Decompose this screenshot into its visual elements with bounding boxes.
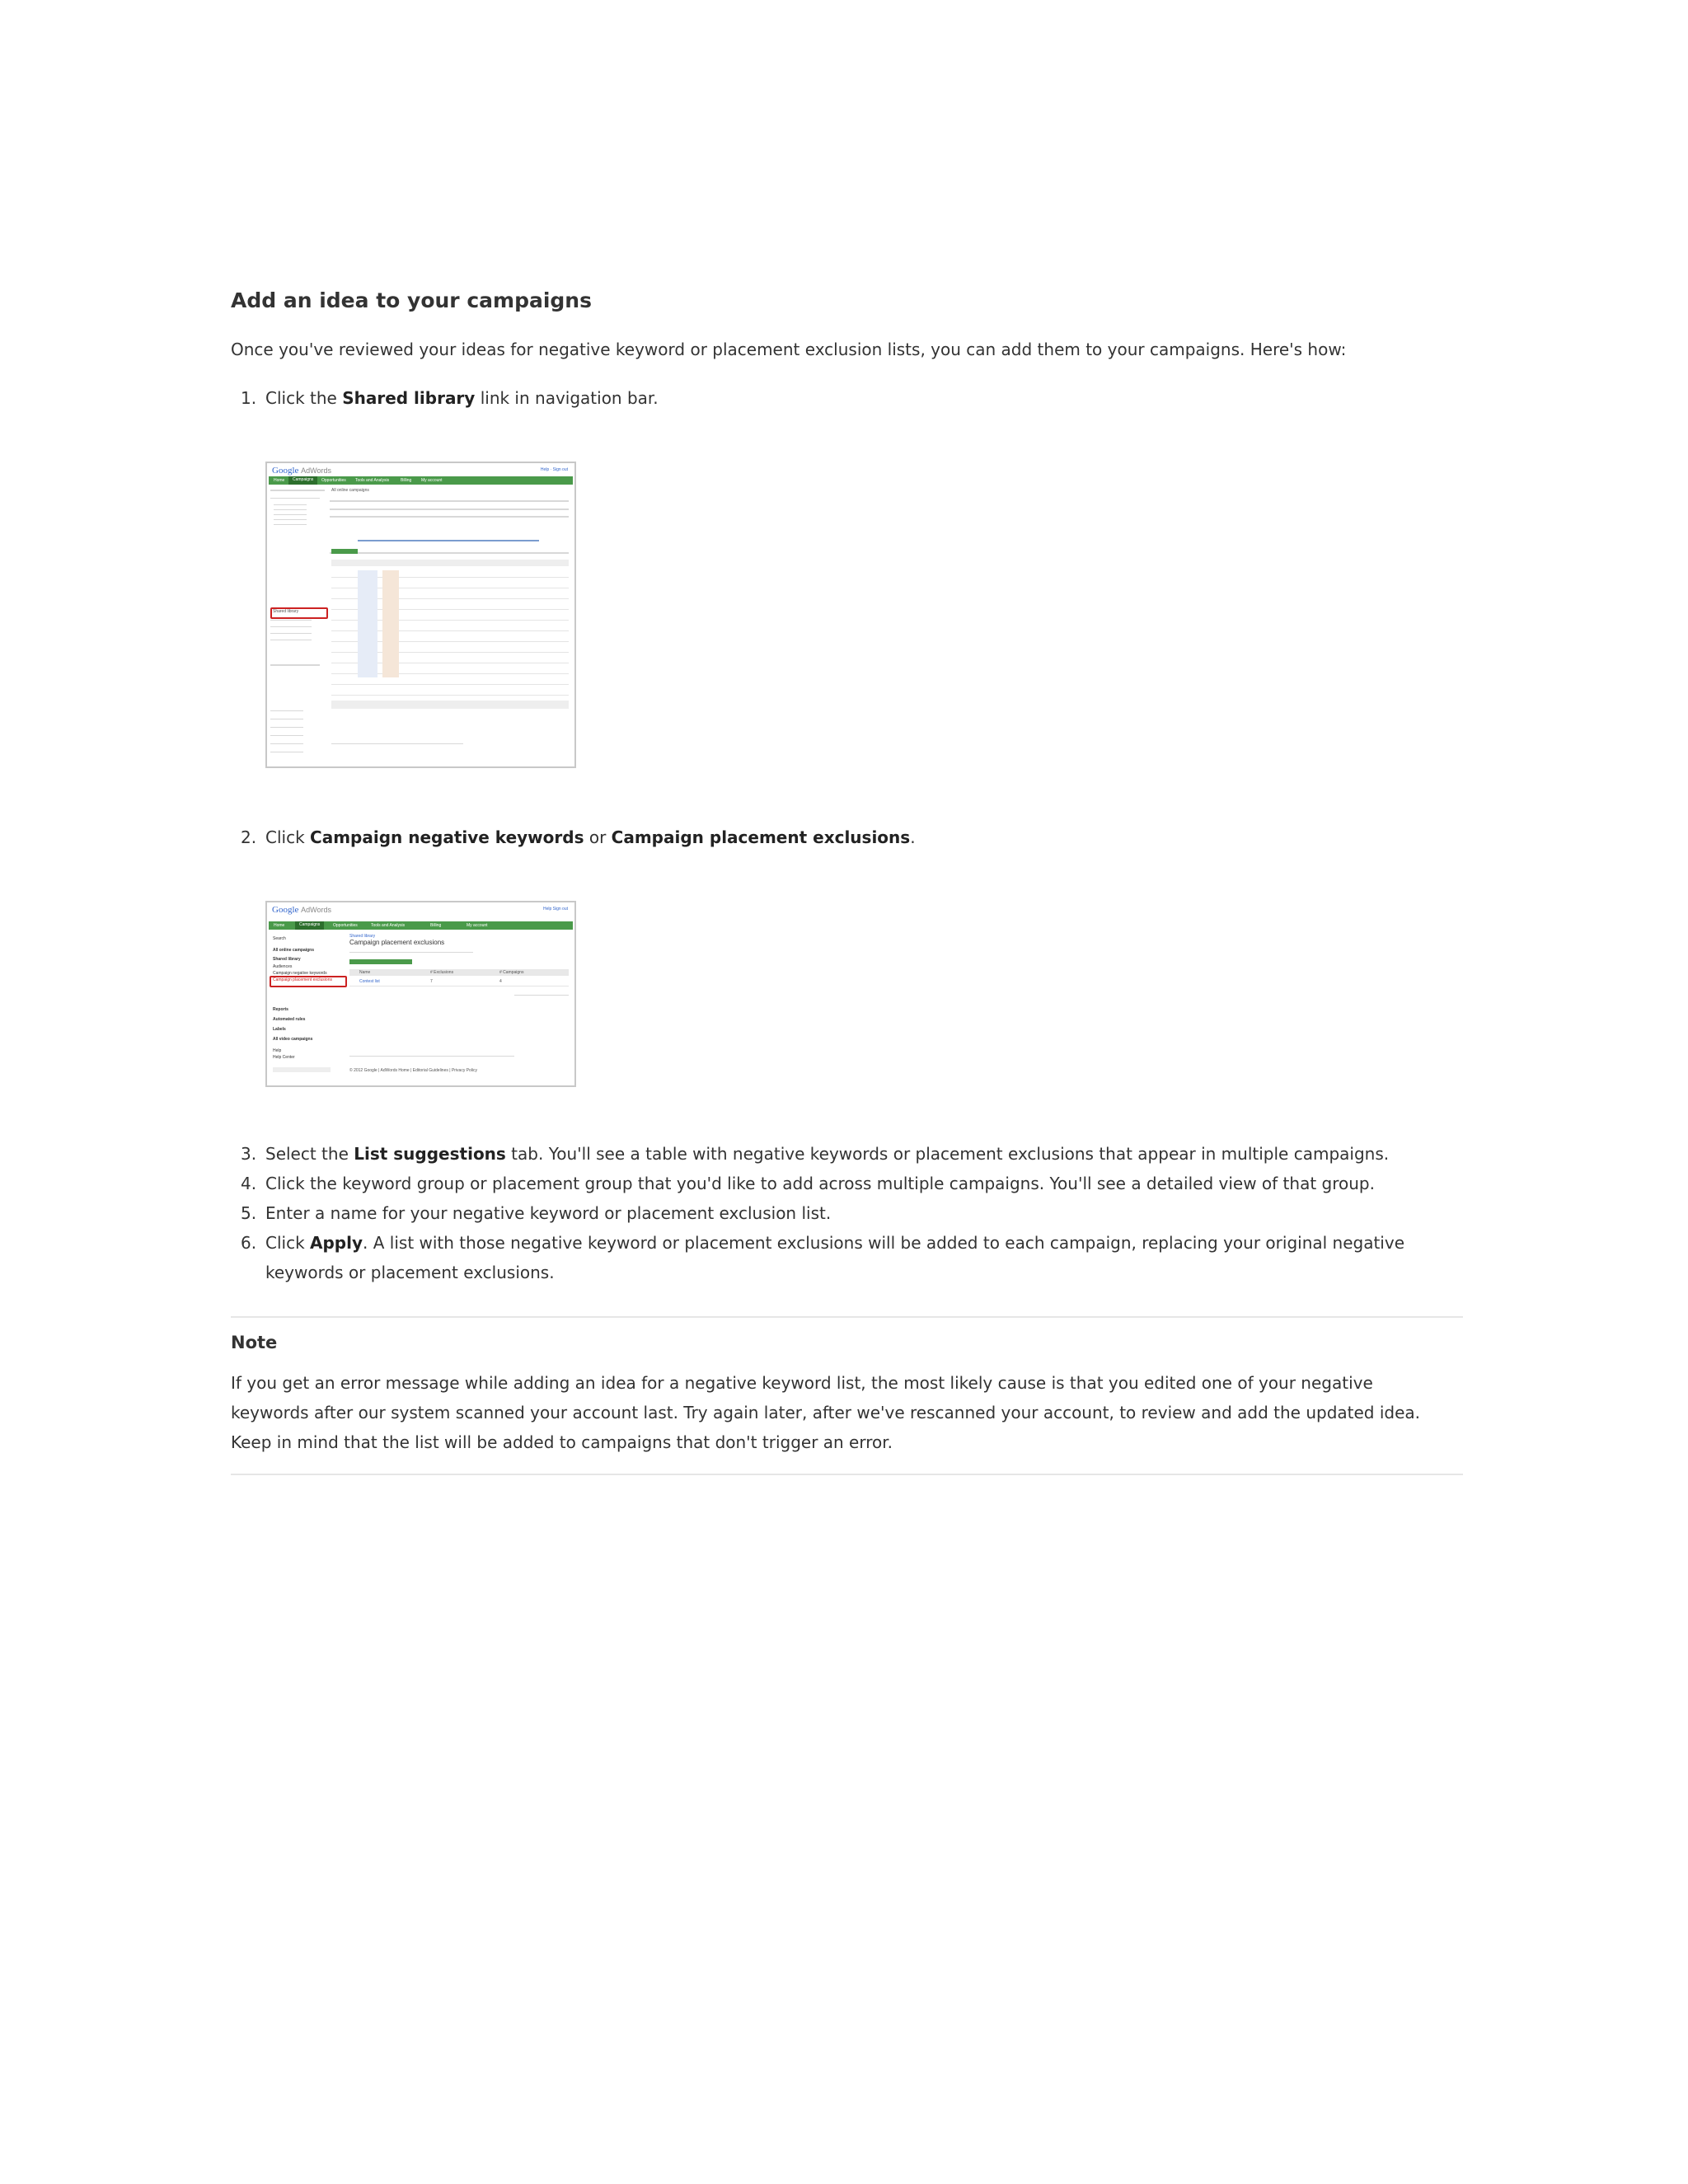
ui-term: List suggestions: [354, 1144, 506, 1164]
ui-term: Campaign placement exclusions: [611, 827, 911, 847]
sidebar-search: Search: [273, 936, 286, 941]
sidebar-item: Reports: [273, 1007, 288, 1012]
sidebar-item: Shared library: [273, 957, 301, 962]
table-header: # Campaigns: [499, 970, 524, 975]
ui-term: Apply: [310, 1233, 363, 1253]
sidebar-item: Campaign negative keywords: [273, 971, 327, 976]
step-5: [241, 1198, 1461, 1228]
note-body: If you get an error message while adding an idea for a negative keyword list, the most likely cause is that you edited one of your negative keywords after our system scanned your account last. Try again later, after we've rescanned your account, to review and add the updated idea. Keep in mind that the list will be added to campaigns that don't trigger an error.: [231, 1373, 1421, 1452]
step-text: Enter a name for your negative keyword or placement exclusion list.: [265, 1203, 832, 1223]
step-3: [241, 1139, 1461, 1169]
top-links: Help Sign out: [542, 907, 568, 912]
note-divider-bottom: [231, 1474, 1463, 1475]
step-number: 5.: [241, 1203, 257, 1223]
step-text: Click the: [265, 388, 343, 408]
step-text: Click the keyword group or placement group that you'd like to add across multiple campaigns. You'll see a detailed view of that group.: [265, 1174, 1375, 1193]
step-text: or: [584, 827, 612, 847]
screenshot-placement-exclusions: Google AdWords Help Sign out Home Campaigns Opportunities Tools and Analysis Billing My account Search All online campaigns Shared library Audiences Campaign negative keywords Campaign placement exclusions Reports Automated rules Labels All video campaigns Help Help Center Shared library Campaign placement exclusions Name # Exclusions # Campaigns Contest list 7 4 © 2012 Google | AdWords Home | Editorial Guidelines | Privacy Policy: [265, 901, 576, 1087]
step-number: 6.: [241, 1233, 257, 1253]
sidebar-item: Audiences: [273, 964, 293, 969]
table-header: # Exclusions: [430, 970, 454, 975]
step-text: . A list with those negative keyword or placement exclusions will be added to each campaign, replacing your original negative keywords or placement exclusions.: [265, 1233, 1405, 1282]
step-text: Click: [265, 1233, 311, 1253]
step-text: Click: [265, 827, 311, 847]
step-number: 3.: [241, 1144, 257, 1164]
adwords-logo: Google AdWords: [272, 466, 331, 476]
ui-term: Campaign negative keywords: [310, 827, 584, 847]
note-title: Note: [231, 1333, 278, 1352]
page-title: Campaign placement exclusions: [349, 939, 445, 946]
note-divider-top: [231, 1316, 1463, 1318]
ui-term: Shared library: [342, 388, 476, 408]
table-header: Name: [359, 970, 371, 975]
sidebar-item-shared-library: Shared library: [273, 609, 299, 614]
step-text: .: [910, 827, 916, 847]
step-number: 4.: [241, 1174, 257, 1193]
step-text: Select the: [265, 1144, 354, 1164]
step-1: [241, 383, 1461, 413]
adwords-logo: Google AdWords: [272, 905, 331, 915]
sidebar-item-placement-exclusions: Campaign placement exclusions: [273, 977, 332, 982]
navbar: Home Campaigns Opportunities Tools and Analysis Billing My account: [269, 921, 573, 930]
sidebar-item: Help: [273, 1048, 282, 1053]
navbar: Home Campaigns Opportunities Tools and Analysis Billing My account: [269, 476, 573, 485]
step-text: link in navigation bar.: [475, 388, 659, 408]
step-number: 1.: [241, 388, 257, 408]
table-cell: 4: [499, 979, 502, 984]
screenshot-shared-library: [265, 462, 576, 768]
intro-text: Once you've reviewed your ideas for negative keyword or placement exclusion lists, you can add them to your campaigns. Here's how:: [231, 340, 1347, 359]
step-number: 2.: [241, 827, 257, 847]
step-2: [241, 823, 1461, 852]
step-4: [241, 1169, 1461, 1198]
campaign-header: All online campaigns: [331, 488, 369, 493]
sidebar-item: Help Center: [273, 1055, 295, 1060]
table-cell: 7: [430, 979, 433, 984]
sidebar-item: All online campaigns: [273, 948, 315, 953]
top-links: Help · Sign out: [540, 467, 568, 472]
footer: © 2012 Google | AdWords Home | Editorial Guidelines | Privacy Policy: [349, 1068, 478, 1073]
sidebar-item: Automated rules: [273, 1017, 306, 1022]
sidebar-item: All video campaigns: [273, 1037, 313, 1042]
step-text: tab. You'll see a table with negative keywords or placement exclusions that appear in multiple campaigns.: [505, 1144, 1390, 1164]
sidebar-item: Labels: [273, 1027, 286, 1032]
step-6: [241, 1228, 1461, 1282]
table-cell: Contest list: [359, 979, 380, 984]
section-title: Add an idea to your campaigns: [231, 288, 592, 312]
